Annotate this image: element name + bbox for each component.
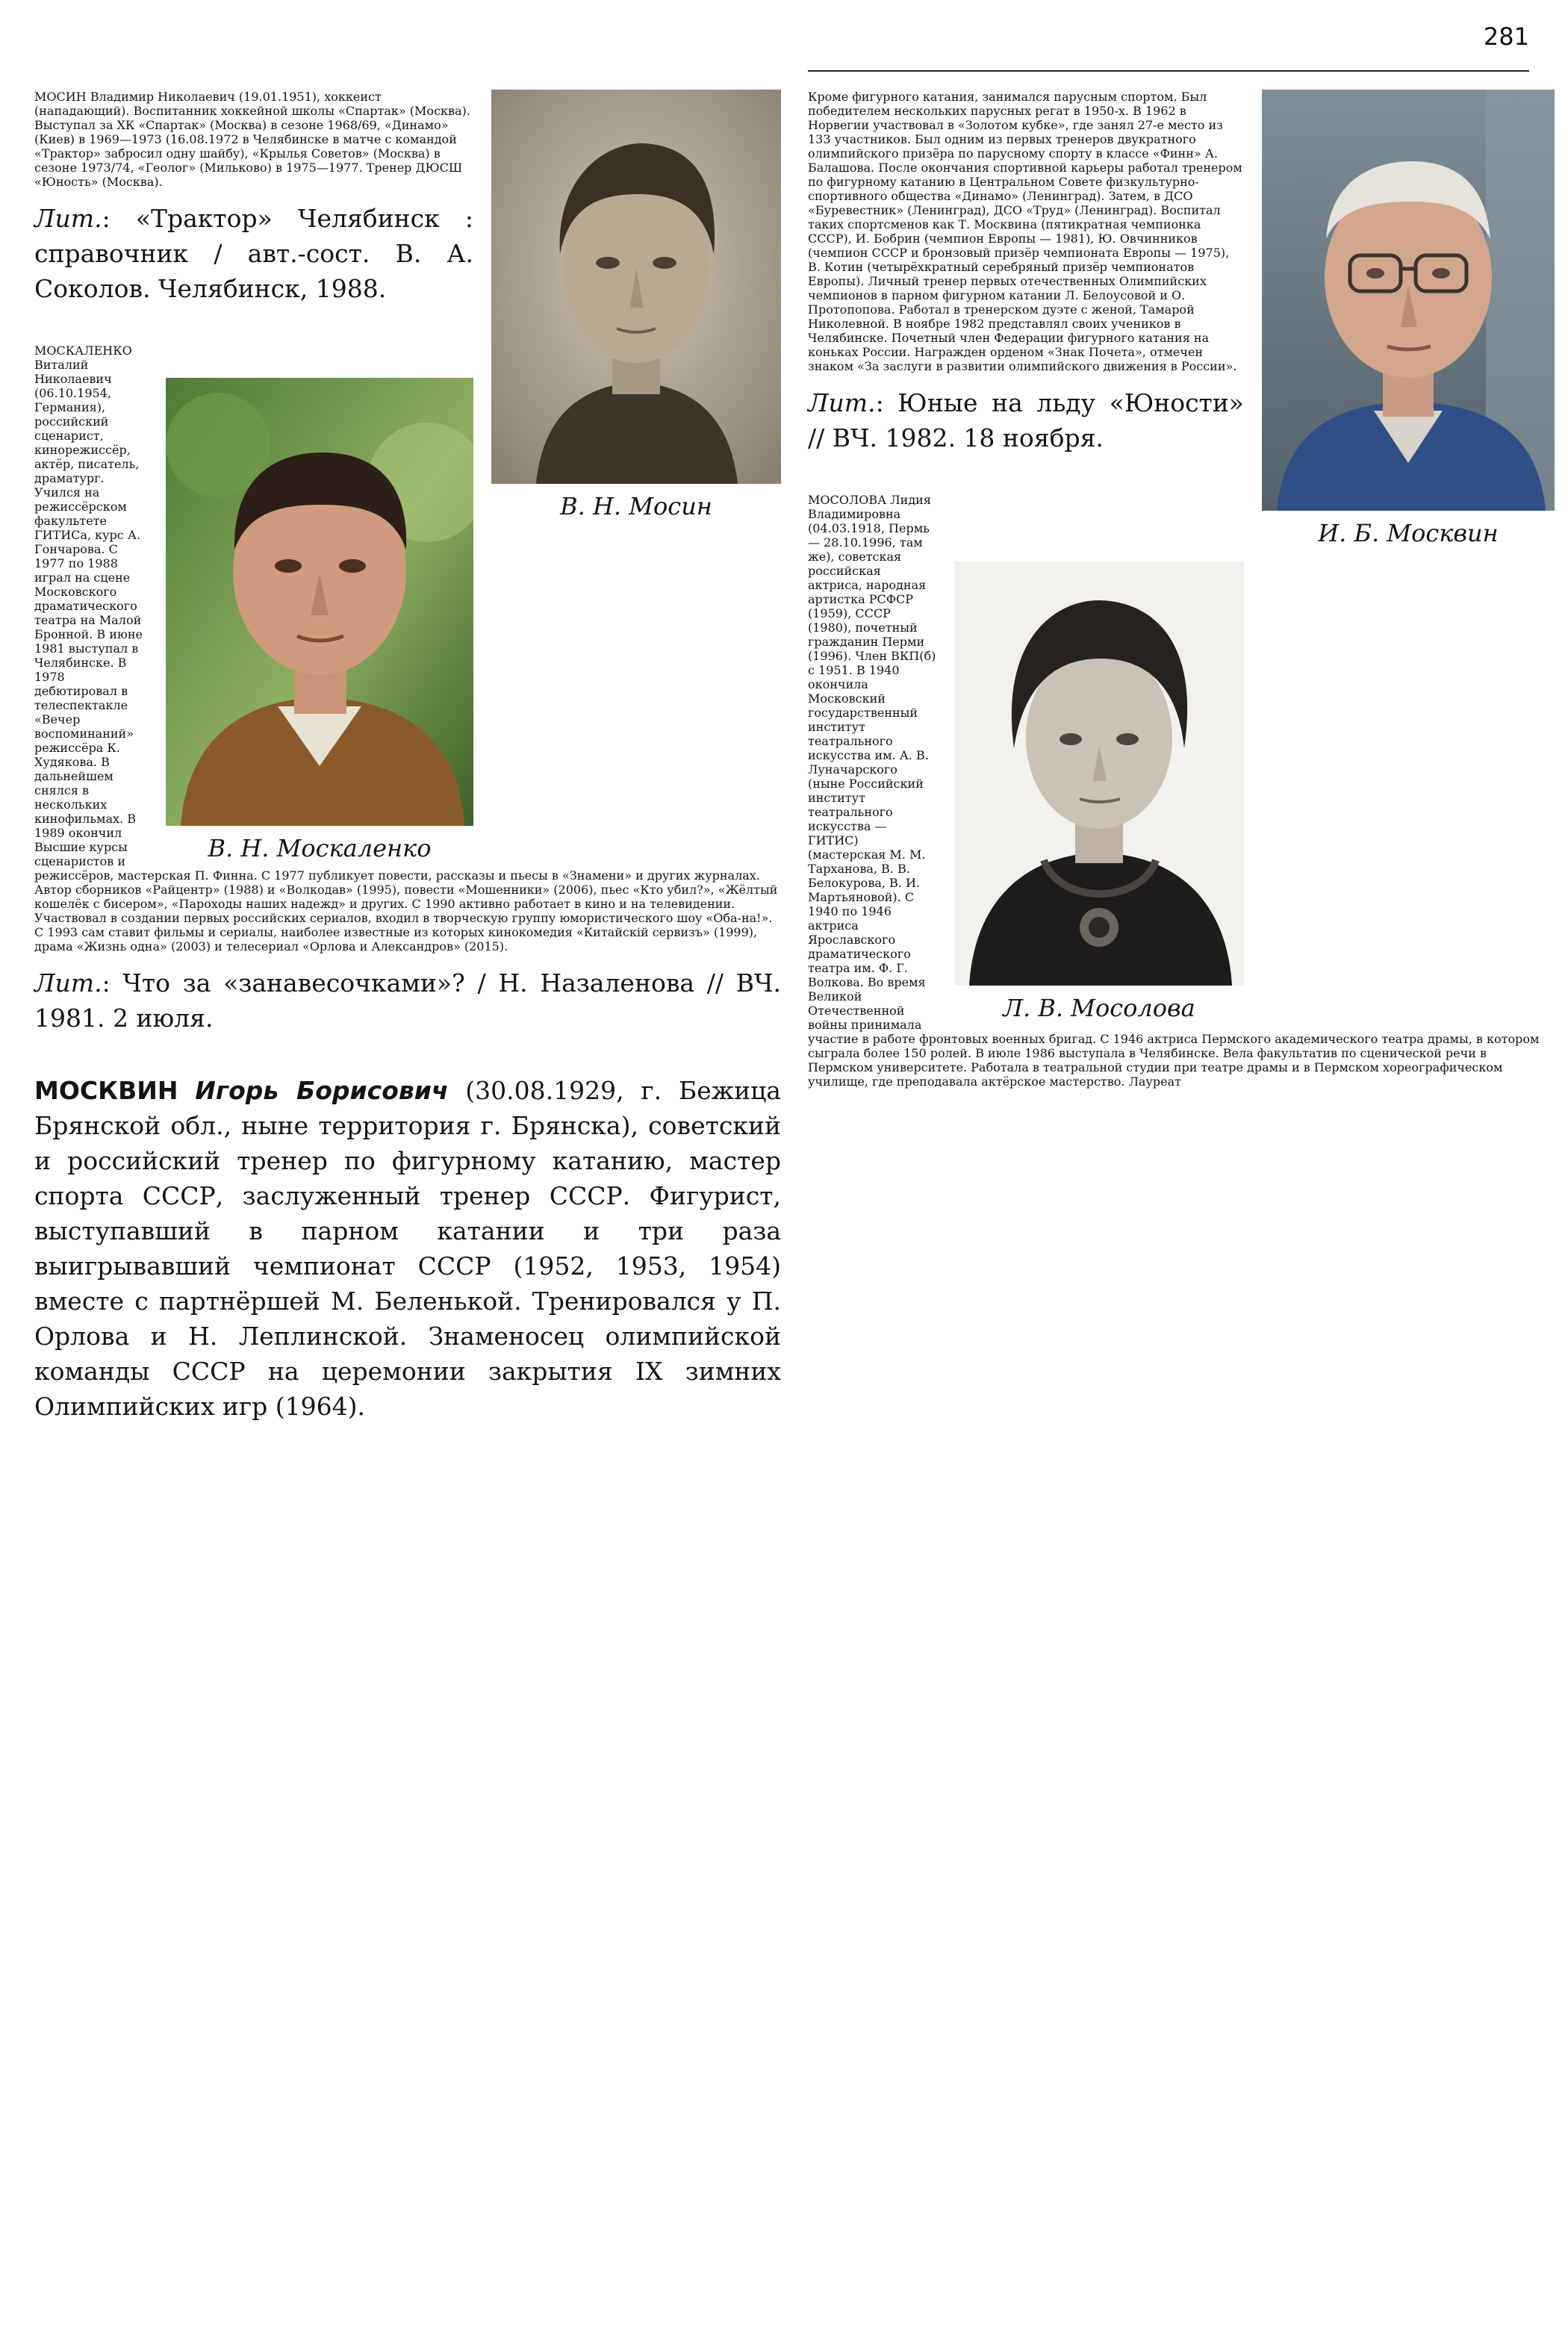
photo-caption: В. Н. Мосин <box>560 492 712 520</box>
entry-body: (30.08.1929, г. Бежица Брянской обл., ныне территория г. Брянска), советский и российский тренер по фигурному катанию, мастер спорта СССР, заслуженный тренер СССР. Фигурист, выступавший в парном катании и три раза выигрывавший чемпионат СССР (1952, 1953, 1954) вместе с партнёршей М. Беленькой. Тренировался у П. Орлова и Н. Леплинской. Знаменосец олимпийской команды СССР на церемонии закрытия IX зимних Олимпийских игр (1964). <box>34 1076 781 1421</box>
entry-given-name: Игорь Борисович <box>195 1076 449 1105</box>
entry-body: (04.03.1918, Пермь — 28.10.1996, там же), советская российская актриса, народная артистка РСФСР (1959), СССР (1980), почетный гражданин Перми (1996). Член ВКП(б) с 1951. В 1940 окончила Московский государственный институт театрального искусства им. А. В. Луначарского (ныне Российский институт театрального искусства — ГИТИС) (мастерская М. М. Тарханова, В. В. Белокурова, В. И. Мартьяновой). С 1940 по 1946 актриса Ярославского драматического театра им. Ф. Г. Волкова. Во время Великой Отечественной войны принимала участие в работе фронтовых военных бригад. С 1946 актриса Пермского академического театра драмы, в котором сыграла более 150 ролей. В июле 1986 выступала в Челябинске. Вела факультатив по сценической речи в Пермском университете. Работала в театральной студии при театре драмы и в Пермском хореографическом училище, где преподавала актёрское мастерство. Лауреат <box>808 521 1540 1089</box>
left-column <box>34 90 781 1424</box>
entry-surname: МОСКВИН <box>34 1076 178 1105</box>
portrait-image <box>491 90 781 484</box>
entry-given-name: Лидия Владимировна <box>808 493 931 521</box>
portrait-image <box>166 378 473 826</box>
entry-surname: МОСИН <box>34 90 87 104</box>
entry-moskvin <box>34 1073 781 1424</box>
literature-label: Лит. <box>34 204 102 233</box>
literature-text: : «Трактор» Челябинск : справочник / авт.-сост. В. А. Соколов. Челябинск, 1988. <box>34 204 473 303</box>
portrait-image <box>1262 90 1555 511</box>
entry-given-name: Виталий Николаевич <box>34 358 112 386</box>
entry-surname: МОСОЛОВА <box>808 493 887 507</box>
photo-mosin <box>491 90 781 521</box>
photo-caption: В. Н. Москаленко <box>208 834 432 862</box>
entry-surname: МОСКАЛЕНКО <box>34 343 132 358</box>
photo-caption: Л. В. Мосолова <box>1003 994 1195 1022</box>
literature-label: Лит. <box>34 968 102 998</box>
entry-given-name: Владимир Николаевич <box>90 90 235 104</box>
literature-note <box>34 965 781 1036</box>
literature-label: Лит. <box>808 388 876 417</box>
header-rule <box>808 70 1529 72</box>
right-column <box>808 90 1555 1101</box>
literature-text: : Юные на льду «Юности» // ВЧ. 1982. 18 ноября. <box>808 388 1244 452</box>
entry-body: (06.10.1954, Германия), российский сценарист, кинорежиссёр, актёр, писатель, драматург. Учился на режиссёрском факультете ГИТИСа, курс А. Гончарова. С 1977 по 1988 играл на сцене Московского драматического театра на Малой Бронной. В июне 1981 выступал в Челябинске. В 1978 дебютировал в телеспектакле «Вечер воспоминаний» режиссёра К. Худякова. В дальнейшем снялся в нескольких кинофильмах. В 1989 окончил Высшие курсы сценаристов и режиссёров, мастерская П. Финна. С 1977 публикует повести, рассказы и пьесы в «Знамени» и других журналах. Автор сборников «Райцентр» (1988) и «Волкодав» (1995), повести «Мошенники» (2006), пьес «Кто убил?», «Жёлтый кошелёк с бисером», «Пароходы наших надежд» и других. С 1990 активно работает в кино и на телевидении. Участвовал в создании первых российских сериалов, входил в творческую группу юмористического шоу «Оба-на!». С 1993 сам ставит фильмы и сериалы, наиболее известные из которых кинокомедия «Китайскiй сервизъ» (1999), драма «Жизнь одна» (2003) и телесериал «Орлова и Александров» (2015). <box>34 386 778 953</box>
portrait-image <box>954 561 1244 986</box>
photo-mosolova <box>954 561 1244 1023</box>
photo-moskalenko <box>166 378 473 863</box>
entry-body: (19.01.1951), хоккеист (нападающий). Воспитанник хоккейной школы «Спартак» (Москва). Выступал за ХК «Спартак» (Москва) в сезоне 1968/69, «Динамо» (Киев) в 1969—1973 (16.08.1972 в Челябинске в матче с командой «Трактор» забросил одну шайбу), «Крылья Советов» (Москва) в сезоне 1973/74, «Геолог» (Мильково) в 1975—1977. Тренер ДЮСШ «Юность» (Москва). <box>34 90 470 189</box>
literature-text: : Что за «занавесочками»? / Н. Назаленова // ВЧ. 1981. 2 июля. <box>34 968 781 1033</box>
photo-caption: И. Б. Москвин <box>1318 519 1499 547</box>
page-number: 281 <box>1483 22 1529 51</box>
entry-body-continued: Кроме фигурного катания, занимался парусным спортом. Был победителем нескольких парусных регат в 1950-х. В 1962 в Норвегии участвовал в «Золотом кубке», где занял 27-е место из 133 участников. Был одним из первых тренеров двукратного олимпийского призёра по парусному спорту в классе «Финн» А. Балашова. После окончания спортивной карьеры работал тренером по фигурному катанию в Центральном Совете физкультурно-спортивного общества «Динамо» (Ленинград). Затем, в ДСО «Буревестник» (Ленинград), ДСО «Труд» (Ленинград). Воспитал таких спортсменов как Т. Москвина (пятикратная чемпионка СССР), И. Бобрин (чемпион Европы — 1981), Ю. Овчинников (чемпион СССР и бронзовый призёр чемпионата Европы — 1975), В. Котин (четырёхкратный серебряный призёр чемпионатов Европы). Личный тренер первых отечественных Олимпийских чемпионов в парном фигурном катании Л. Белоусовой и О. Протопопова. Работал в тренерском дуэте с женой, Тамарой Николевной. В ноябре 1982 представлял своих учеников в Челябинске. Почетный член Федерации фигурного катания на коньках России. Награжден орденом «Знак Почета», отмечен знаком «За заслуги в развитии олимпийского движения в России». <box>808 90 1242 373</box>
photo-moskvin <box>1262 90 1555 548</box>
entry-mosolova <box>808 493 1555 1089</box>
entry-text <box>34 1073 781 1424</box>
